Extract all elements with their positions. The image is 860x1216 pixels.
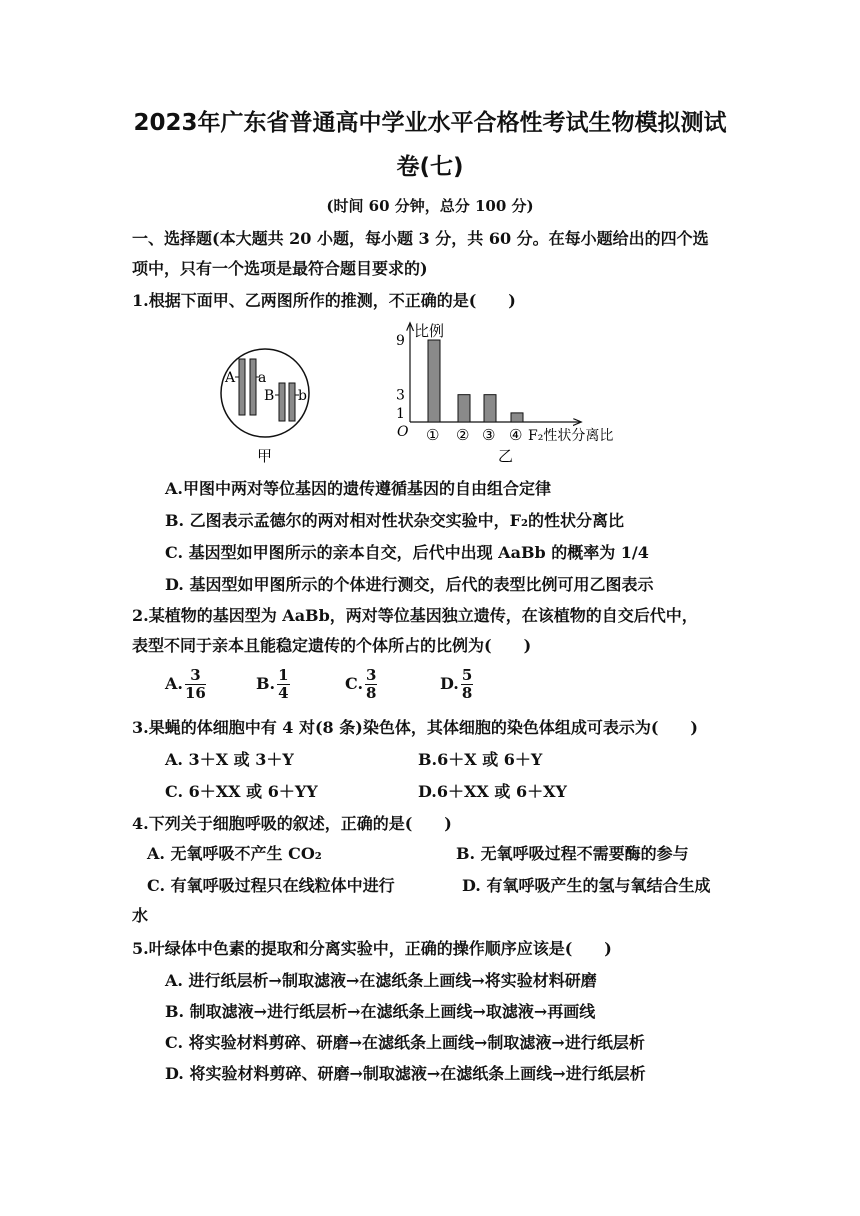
x-tick-label-1: ① (426, 426, 440, 444)
question-3-option-c: C. 6＋XX 或 6＋YY (165, 782, 318, 801)
caption-jia: 甲 (257, 447, 273, 465)
question-5-option-b: B. 制取滤液→进行纸层析→在滤纸条上画线→取滤液→再画线 (165, 1002, 596, 1021)
chromosome-b (289, 383, 295, 421)
y-tick-label-9: 9 (396, 333, 405, 349)
label-b: b (298, 388, 307, 404)
label-a: a (258, 370, 267, 386)
question-2-stem-line1: 2.某植物的基因型为 AaBb，两对等位基因独立遗传，在该植物的自交后代中， (132, 606, 698, 625)
x-tick-label-3: ③ (482, 426, 496, 444)
question-1-stem: 1.根据下面甲、乙两图所作的推测，不正确的是( ) (132, 291, 516, 310)
x-axis-label: F₂性状分离比 (528, 428, 614, 444)
figure-yi-bar-chart (390, 318, 650, 468)
bar-3 (484, 395, 496, 422)
question-5-stem: 5.叶绿体中色素的提取和分离实验中，正确的操作顺序应该是( ) (132, 939, 612, 958)
chromosome-A (239, 359, 245, 415)
chromosome-a (250, 359, 256, 415)
question-5-option-a: A. 进行纸层析→制取滤液→在滤纸条上画线→将实验材料研磨 (165, 971, 597, 990)
page-title-line2: 卷(七) (396, 154, 464, 180)
question-3-option-b: B.6＋X 或 6＋Y (418, 750, 543, 769)
question-5-option-d: D. 将实验材料剪碎、研磨→制取滤液→在滤纸条上画线→进行纸层析 (165, 1064, 646, 1083)
question-3-option-a: A. 3＋X 或 3＋Y (165, 750, 294, 769)
question-2-option-c: C. $\frac{3}{8}$ (345, 666, 377, 702)
question-1-option-c: C. 基因型如甲图所示的亲本自交，后代中出现 AaBb 的概率为 1/4 (165, 543, 649, 562)
y-tick-label-3: 3 (396, 387, 405, 404)
question-2-option-d: D. $\frac{5}{8}$ (440, 666, 473, 702)
x-tick-label-2: ② (456, 426, 470, 444)
origin-label: O (397, 424, 409, 440)
y-axis-label: 比例 (414, 322, 445, 340)
question-1-option-b: B. 乙图表示孟德尔的两对相对性状杂交实验中，F₂的性状分离比 (165, 511, 625, 530)
bar-2 (458, 395, 470, 422)
question-2-option-b: B. $\frac{1}{4}$ (256, 666, 289, 702)
page-title-line1: 2023年广东省普通高中学业水平合格性考试生物模拟测试 (133, 110, 727, 136)
question-4-option-d: D. 有氧呼吸产生的氢与氧结合生成 (462, 876, 711, 895)
chromosome-B (279, 383, 285, 421)
section-heading-line1: 一、选择题(本大题共 20 小题，每小题 3 分，共 60 分。在每小题给出的四个选 (132, 229, 709, 248)
label-A: A (225, 370, 236, 386)
bar-4 (511, 413, 523, 422)
question-3-option-d: D.6＋XX 或 6＋XY (418, 782, 567, 801)
question-4-option-d-wrap: 水 (132, 906, 149, 925)
question-4-option-b: B. 无氧呼吸过程不需要酶的参与 (456, 844, 689, 863)
label-B: B (264, 388, 275, 404)
question-3-stem: 3.果蝇的体细胞中有 4 对(8 条)染色体，其体细胞的染色体组成可表示为( ) (132, 718, 698, 737)
question-4-option-c: C. 有氧呼吸过程只在线粒体中进行 (147, 876, 395, 895)
bar-1 (428, 340, 440, 422)
question-1-option-a: A.甲图中两对等位基因的遗传遵循基因的自由组合定律 (165, 479, 551, 498)
question-2-stem-line2: 表型不同于亲本且能稳定遗传的个体所占的比例为( ) (132, 636, 532, 655)
y-tick-label-1: 1 (396, 405, 405, 422)
question-2-option-a: A. $\frac{3}{16}$ (165, 666, 206, 702)
question-5-option-c: C. 将实验材料剪碎、研磨→在滤纸条上画线→制取滤液→进行纸层析 (165, 1033, 645, 1052)
question-4-stem: 4.下列关于细胞呼吸的叙述，正确的是( ) (132, 814, 452, 833)
figure-jia-cell-diagram (215, 345, 315, 465)
question-1-option-d: D. 基因型如甲图所示的个体进行测交，后代的表型比例可用乙图表示 (165, 575, 654, 594)
question-4-option-a: A. 无氧呼吸不产生 CO₂ (147, 844, 322, 863)
x-tick-label-4: ④ (509, 426, 523, 444)
subtitle: (时间 60 分钟，总分 100 分) (326, 197, 534, 215)
section-heading-line2: 项中，只有一个选项是最符合题目要求的) (132, 259, 428, 278)
caption-yi: 乙 (498, 447, 514, 465)
